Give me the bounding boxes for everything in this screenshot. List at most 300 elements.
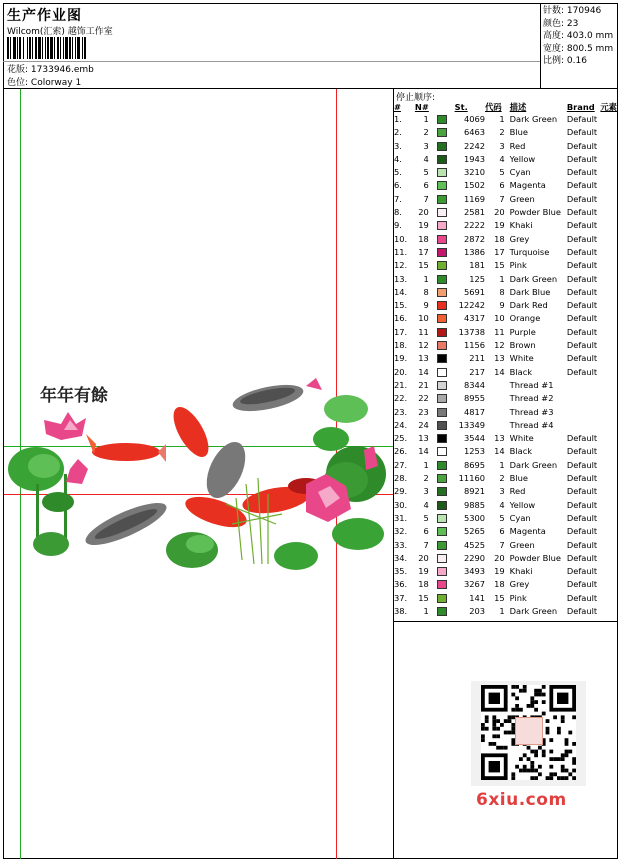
row-needle: 1 [423, 273, 429, 284]
row-index: 28. [394, 473, 408, 484]
color-swatch [437, 474, 447, 483]
row-index: 29. [394, 486, 408, 497]
row-code: 20 [494, 552, 505, 563]
row-needle: 17 [418, 246, 429, 257]
row-needle: 20 [418, 207, 429, 218]
row-swatch [429, 605, 455, 618]
row-description: Cyan [509, 512, 531, 523]
row-stitches: 2242 [463, 140, 486, 151]
table-row [394, 299, 620, 312]
row-index: 21. [394, 379, 408, 390]
row-index: 7. [394, 193, 402, 204]
table-header-row [394, 101, 620, 113]
row-description: Cyan [509, 167, 531, 178]
table-row [394, 326, 620, 339]
row-stitches: 1502 [463, 180, 486, 191]
row-index: 10. [394, 233, 408, 244]
row-element [600, 219, 620, 232]
col-brand: Brand [566, 102, 595, 112]
row-element [600, 286, 620, 299]
color-swatch [437, 328, 447, 337]
row-description: Thread #3 [509, 406, 554, 417]
row-element [600, 485, 620, 498]
row-swatch [429, 578, 455, 591]
row-stitches: 1169 [463, 193, 486, 204]
row-swatch [429, 379, 455, 392]
row-stitches: 1943 [463, 153, 486, 164]
row-needle: 9 [423, 300, 429, 311]
table-row [394, 312, 620, 325]
row-description: Grey [509, 579, 530, 590]
red-koi-1 [86, 434, 166, 462]
color-swatch [437, 142, 447, 151]
row-needle: 13 [418, 353, 429, 364]
row-element [600, 578, 620, 591]
color-swatch [437, 368, 447, 377]
row-needle: 2 [423, 127, 429, 138]
row-needle: 7 [423, 193, 429, 204]
row-brand: Default [566, 366, 598, 377]
row-description: Dark Green [509, 114, 558, 124]
design-value: 1733946.emb [30, 65, 94, 75]
table-row [394, 432, 620, 445]
row-element [600, 366, 620, 379]
row-element [600, 339, 620, 352]
grey-koi-top [230, 380, 305, 416]
row-element [600, 419, 620, 432]
row-swatch [429, 126, 455, 139]
color-swatch [437, 235, 447, 244]
table-row [394, 445, 620, 458]
row-description: Green [509, 539, 535, 550]
row-code: 5 [499, 167, 505, 178]
qr-center-seal [515, 717, 543, 745]
row-code: 12 [494, 340, 505, 351]
row-description: Thread #1 [509, 379, 554, 390]
row-index: 18. [394, 340, 408, 351]
color-swatch [437, 394, 447, 403]
row-description: Khaki [509, 566, 533, 577]
row-code: 1 [499, 459, 505, 470]
row-swatch [429, 193, 455, 206]
row-element [600, 552, 620, 565]
row-needle: 23 [418, 406, 429, 417]
row-swatch [429, 419, 455, 432]
col-index: # [394, 102, 401, 112]
row-code [485, 406, 505, 419]
row-code: 1 [499, 273, 505, 284]
row-code: 17 [494, 246, 505, 257]
row-description: Dark Red [509, 300, 548, 311]
stat-width: 宽度: 800.5 mm [543, 43, 614, 54]
color-swatch [437, 341, 447, 350]
row-needle: 5 [423, 512, 429, 523]
row-swatch [429, 565, 455, 578]
row-needle: 18 [418, 579, 429, 590]
row-brand: Default [566, 605, 598, 616]
table-row [394, 366, 620, 379]
row-index: 38. [394, 605, 408, 616]
red-koi-2 [167, 402, 216, 462]
row-description: Khaki [509, 220, 533, 231]
row-index: 19. [394, 353, 408, 364]
row-index: 5. [394, 167, 402, 178]
row-needle: 3 [423, 140, 429, 151]
stop-sequence-table [394, 101, 620, 618]
row-swatch [429, 206, 455, 219]
row-element [600, 312, 620, 325]
row-brand: Default [566, 193, 598, 204]
stats-panel [543, 5, 613, 68]
row-element [600, 299, 620, 312]
row-needle: 15 [418, 592, 429, 603]
row-brand: Default [566, 566, 598, 577]
row-swatch [429, 219, 455, 232]
row-index: 17. [394, 326, 408, 337]
row-description: Blue [509, 127, 529, 138]
table-row [394, 379, 620, 392]
row-code: 14 [494, 446, 505, 457]
row-element [600, 392, 620, 405]
row-description: Grey [509, 233, 530, 244]
row-description: White [509, 433, 534, 444]
row-swatch [429, 299, 455, 312]
table-row [394, 339, 620, 352]
grey-koi-bottom [81, 495, 171, 553]
row-description: Black [509, 446, 533, 457]
table-row [394, 259, 620, 272]
row-swatch [429, 166, 455, 179]
row-stitches: 181 [469, 260, 486, 271]
row-stitches: 5300 [463, 512, 486, 523]
stop-sequence-title: 停止顺序: [396, 93, 436, 103]
table-row [394, 206, 620, 219]
row-stitches: 3493 [463, 566, 486, 577]
row-description: Orange [509, 313, 541, 324]
col-code: 代码 [485, 102, 502, 112]
table-row [394, 352, 620, 365]
row-element [600, 352, 620, 365]
row-index: 9. [394, 220, 402, 231]
row-swatch [429, 259, 455, 272]
color-swatch [437, 155, 447, 164]
stat-height: 高度: 403.0 mm [543, 31, 614, 42]
row-brand [567, 419, 601, 432]
row-brand [567, 392, 601, 405]
row-brand: Default [566, 273, 598, 284]
row-index: 35. [394, 566, 408, 577]
col-needle: N# [414, 102, 429, 112]
color-swatch [437, 168, 447, 177]
row-brand [567, 406, 601, 419]
row-description: Red [509, 140, 526, 151]
table-row [394, 512, 620, 525]
row-code: 19 [494, 566, 505, 577]
row-code: 5 [499, 512, 505, 523]
colorway-label: 色位: [7, 78, 29, 88]
row-code [485, 379, 505, 392]
row-code: 3 [499, 486, 505, 497]
row-description: Black [509, 366, 533, 377]
row-index: 16. [394, 313, 408, 324]
color-swatch [437, 181, 447, 190]
row-brand: Default [566, 286, 598, 297]
row-brand: Default [566, 114, 598, 124]
color-swatch [437, 301, 447, 310]
row-needle: 5 [423, 167, 429, 178]
row-brand: Default [566, 127, 598, 138]
colorway-line [7, 75, 81, 88]
color-swatch [437, 487, 447, 496]
row-swatch [429, 512, 455, 525]
row-element [600, 379, 620, 392]
color-swatch [437, 128, 447, 137]
row-stitches: 8955 [463, 393, 486, 404]
color-swatch [437, 554, 447, 563]
row-element [600, 140, 620, 153]
row-description: Pink [509, 260, 527, 271]
row-brand: Default [566, 207, 598, 218]
color-swatch [437, 567, 447, 576]
row-stitches: 3544 [463, 433, 486, 444]
table-row [394, 193, 620, 206]
row-index: 13. [394, 273, 408, 284]
row-needle: 1 [423, 605, 429, 616]
row-stitches: 13349 [458, 419, 486, 430]
row-code: 18 [494, 579, 505, 590]
row-swatch [429, 432, 455, 445]
table-row [394, 153, 620, 166]
row-needle: 4 [423, 499, 429, 510]
table-row [394, 233, 620, 246]
row-stitches: 3210 [463, 167, 486, 178]
row-swatch [429, 246, 455, 259]
row-stitches: 4525 [463, 539, 486, 550]
row-needle: 24 [418, 419, 429, 430]
row-swatch [429, 286, 455, 299]
table-bottom-divider [393, 621, 618, 622]
table-row [394, 552, 620, 565]
table-row [394, 113, 620, 126]
row-swatch [429, 406, 455, 419]
row-element [600, 525, 620, 538]
table-row [394, 392, 620, 405]
row-element [600, 166, 620, 179]
row-swatch [429, 485, 455, 498]
row-code: 1 [499, 605, 505, 616]
row-needle: 6 [423, 526, 429, 537]
row-element [600, 432, 620, 445]
color-swatch [437, 514, 447, 523]
row-brand: Default [566, 140, 598, 151]
row-brand [567, 379, 601, 392]
row-brand: Default [566, 512, 598, 523]
row-code: 9 [499, 300, 505, 311]
row-code: 11 [494, 326, 505, 337]
embroidery-preview [6, 374, 390, 574]
row-needle: 19 [418, 220, 429, 231]
company-name: Wilcom(汇索) 越饰工作室 [7, 27, 113, 37]
row-element [600, 605, 620, 618]
table-row [394, 605, 620, 618]
table-row [394, 406, 620, 419]
color-swatch [437, 221, 447, 230]
row-index: 27. [394, 459, 408, 470]
row-swatch [429, 312, 455, 325]
row-index: 22. [394, 393, 408, 404]
row-brand: Default [566, 180, 598, 191]
color-swatch [437, 275, 447, 284]
row-needle: 14 [418, 366, 429, 377]
row-needle: 10 [418, 313, 429, 324]
row-stitches: 2222 [463, 220, 486, 231]
row-element [600, 459, 620, 472]
row-stitches: 4069 [463, 114, 486, 124]
row-needle: 13 [418, 433, 429, 444]
row-brand: Default [566, 433, 598, 444]
row-brand: Default [566, 473, 598, 484]
row-swatch [429, 273, 455, 286]
row-stitches: 2581 [463, 207, 486, 218]
row-element [600, 113, 620, 126]
row-index: 33. [394, 539, 408, 550]
row-element [600, 445, 620, 458]
row-index: 34. [394, 552, 408, 563]
row-code: 7 [499, 539, 505, 550]
table-row [394, 219, 620, 232]
row-stitches: 8921 [463, 486, 486, 497]
row-needle: 1 [423, 459, 429, 470]
color-swatch [437, 408, 447, 417]
row-needle: 19 [418, 566, 429, 577]
row-brand: Default [566, 459, 598, 470]
color-swatch [437, 195, 447, 204]
row-stitches: 1253 [463, 446, 486, 457]
color-swatch [437, 381, 447, 390]
row-code: 8 [499, 286, 505, 297]
row-element [600, 539, 620, 552]
row-description: Thread #4 [509, 419, 554, 430]
row-description: Blue [509, 473, 529, 484]
row-swatch [429, 366, 455, 379]
row-needle: 4 [423, 153, 429, 164]
row-swatch [429, 472, 455, 485]
row-element [600, 126, 620, 139]
row-code: 4 [499, 499, 505, 510]
row-needle: 3 [423, 486, 429, 497]
table-row [394, 459, 620, 472]
row-brand: Default [566, 552, 598, 563]
row-code: 2 [499, 127, 505, 138]
row-needle: 2 [423, 473, 429, 484]
row-description: Thread #2 [509, 393, 554, 404]
row-swatch [429, 153, 455, 166]
color-swatch [437, 580, 447, 589]
row-stitches: 217 [469, 366, 486, 377]
row-stitches: 3267 [463, 579, 486, 590]
color-swatch [437, 248, 447, 257]
row-code [485, 419, 505, 432]
row-brand: Default [566, 246, 598, 257]
row-stitches: 5691 [463, 286, 486, 297]
row-element [600, 472, 620, 485]
row-swatch [429, 233, 455, 246]
row-needle: 22 [418, 393, 429, 404]
stat-stitches: 针数: 170946 [543, 6, 602, 16]
col-stitches: St. [454, 102, 468, 112]
row-swatch [429, 445, 455, 458]
page-title: 生产作业图 [7, 8, 82, 24]
row-index: 26. [394, 446, 408, 457]
row-code: 15 [494, 260, 505, 271]
row-swatch [429, 179, 455, 192]
color-swatch [437, 314, 447, 323]
table-row [394, 499, 620, 512]
table-row [394, 472, 620, 485]
row-brand: Default [566, 592, 598, 603]
table-row [394, 273, 620, 286]
row-index: 1. [394, 114, 402, 124]
row-description: Red [509, 486, 526, 497]
stats-divider [540, 3, 541, 88]
row-description: Yellow [509, 153, 536, 164]
row-index: 32. [394, 526, 408, 537]
barcode [7, 37, 140, 59]
row-element [600, 326, 620, 339]
row-element [600, 193, 620, 206]
row-description: Green [509, 193, 535, 204]
row-swatch [429, 113, 455, 126]
row-code: 19 [494, 220, 505, 231]
color-swatch [437, 288, 447, 297]
row-brand: Default [566, 353, 598, 364]
row-brand: Default [566, 300, 598, 311]
row-description: Dark Blue [509, 286, 551, 297]
row-stitches: 4817 [463, 406, 486, 417]
row-index: 12. [394, 260, 408, 271]
color-swatch [437, 461, 447, 470]
row-index: 14. [394, 286, 408, 297]
table-row [394, 565, 620, 578]
color-swatch [437, 354, 447, 363]
row-needle: 18 [418, 233, 429, 244]
row-stitches: 12242 [458, 300, 486, 311]
row-description: Magenta [509, 526, 546, 537]
row-code: 18 [494, 233, 505, 244]
row-index: 37. [394, 592, 408, 603]
row-swatch [429, 539, 455, 552]
row-stitches: 1386 [463, 246, 486, 257]
table-row [394, 166, 620, 179]
row-needle: 11 [418, 326, 429, 337]
row-code: 4 [499, 153, 505, 164]
row-element [600, 512, 620, 525]
color-swatch [437, 527, 447, 536]
row-swatch [429, 499, 455, 512]
row-stitches: 8695 [463, 459, 486, 470]
row-description: Brown [509, 340, 536, 351]
row-description: Powder Blue [509, 207, 561, 218]
row-element [600, 246, 620, 259]
row-needle: 20 [418, 552, 429, 563]
row-code: 20 [494, 207, 505, 218]
row-index: 6. [394, 180, 402, 191]
row-index: 25. [394, 433, 408, 444]
row-index: 15. [394, 300, 408, 311]
row-swatch [429, 525, 455, 538]
row-needle: 21 [418, 379, 429, 390]
color-swatch [437, 447, 447, 456]
